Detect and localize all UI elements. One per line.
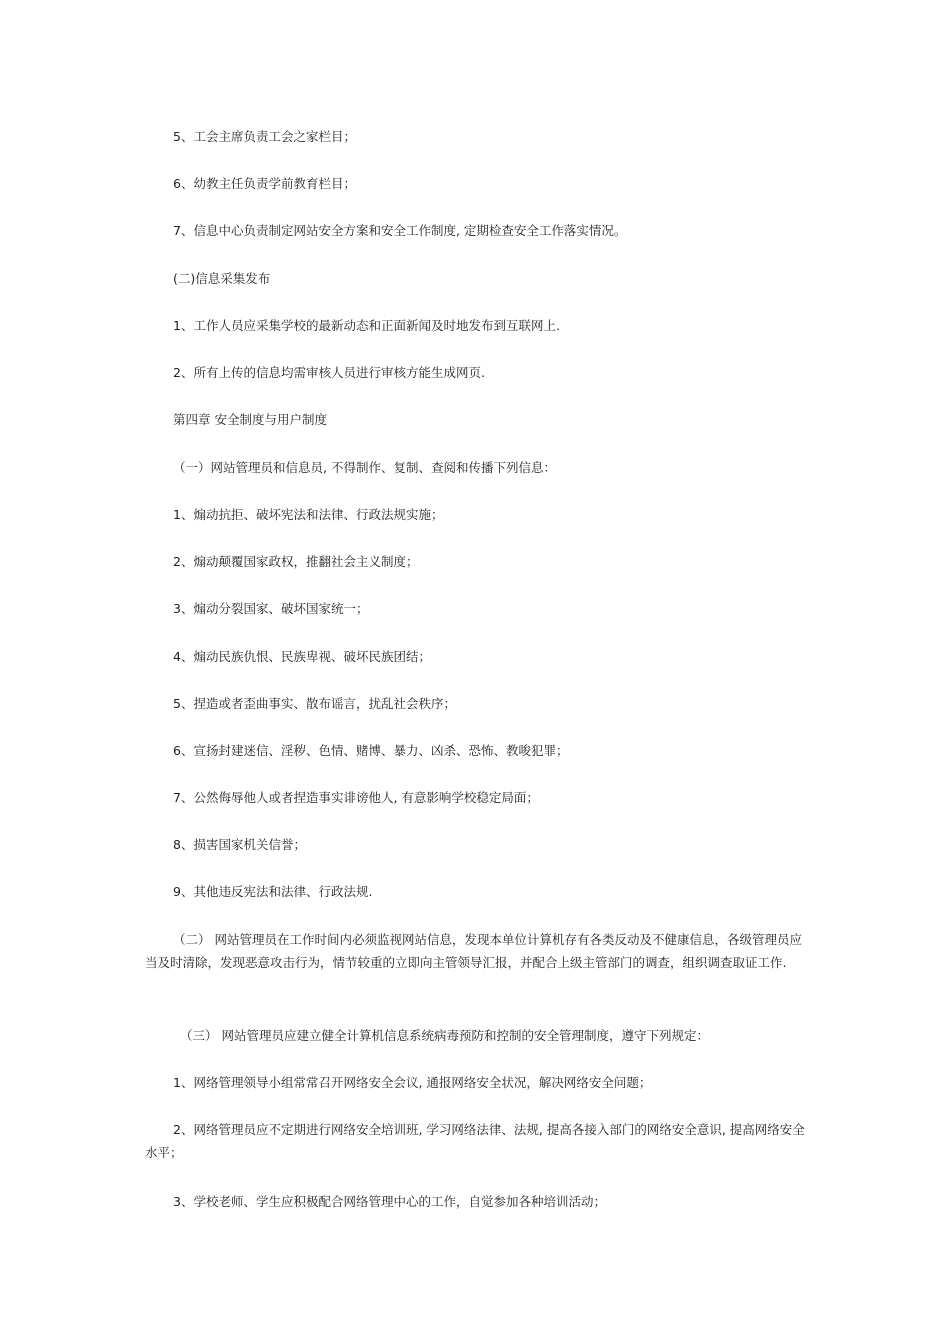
paragraph: 2、煽动颠覆国家政权，推翻社会主义制度；: [173, 554, 419, 569]
paragraph: 9、其他违反宪法和法律、行政法规.: [173, 884, 373, 899]
paragraph: 6、宣扬封建迷信、淫秽、色情、赌博、暴力、凶杀、恐怖、教唆犯罪；: [173, 743, 569, 758]
paragraph: 5、捏造或者歪曲事实、散布谣言，扰乱社会秩序；: [173, 696, 456, 711]
paragraph: 7、公然侮辱他人或者捏造事实诽谤他人, 有意影响学校稳定局面；: [173, 790, 539, 805]
paragraph: （一）网站管理员和信息员, 不得制作、复制、查阅和传播下列信息：: [173, 460, 556, 475]
paragraph: （二） 网站管理员在工作时间内必须监视网站信息，发现本单位计算机存有各类反动及不健康信息，各级管理员应当及时清除，发现恶意攻击行为，情节较重的立即向主管领导汇报，并配合上级主管部门的调查，组织调查取证工作.: [145, 932, 802, 970]
paragraph: 2、网络管理员应不定期进行网络安全培训班, 学习网络法律、法规, 提高各接入部门的网络安全意识, 提高网络安全水平；: [145, 1122, 805, 1160]
paragraph: 1、网络管理领导小组常常召开网络安全会议, 通报网络安全状况，解决网络安全问题；: [173, 1075, 652, 1090]
paragraph: 5、工会主席负责工会之家栏目；: [173, 129, 356, 144]
paragraph: （三） 网站管理员应建立健全计算机信息系统病毒预防和控制的安全管理制度，遵守下列规定：: [180, 1028, 709, 1043]
paragraph: 1、工作人员应采集学校的最新动态和正面新闻及时地发布到互联网上.: [173, 318, 560, 333]
paragraph: 3、学校老师、学生应积极配合网络管理中心的工作，自觉参加各种培训活动；: [173, 1194, 606, 1209]
paragraph: 7、信息中心负责制定网站安全方案和安全工作制度, 定期检查安全工作落实情况。: [173, 223, 627, 238]
chapter-heading: 第四章 安全制度与用户制度: [173, 412, 327, 427]
paragraph: 3、煽动分裂国家、破坏国家统一；: [173, 601, 369, 616]
paragraph: 2、所有上传的信息均需审核人员进行审核方能生成网页.: [173, 365, 485, 380]
paragraph: 8、损害国家机关信誉；: [173, 837, 306, 852]
section-heading: (二)信息采集发布: [173, 271, 271, 286]
paragraph: 4、煽动民族仇恨、民族卑视、破坏民族团结；: [173, 649, 431, 664]
paragraph: 1、煽动抗拒、破坏宪法和法律、行政法规实施；: [173, 507, 444, 522]
paragraph: 6、幼教主任负责学前教育栏目；: [173, 176, 356, 191]
